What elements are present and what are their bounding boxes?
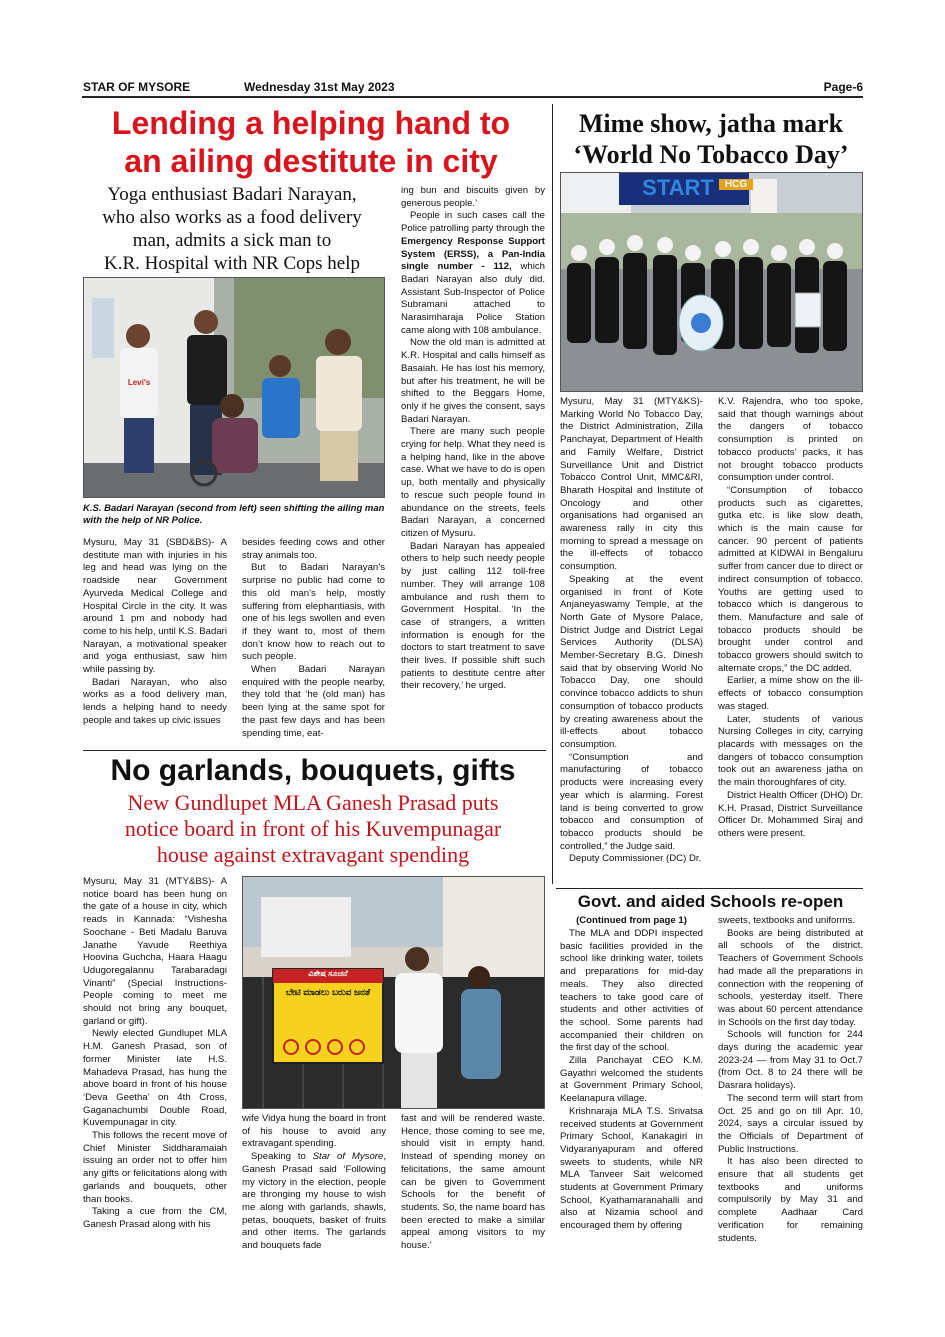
story2-headline-line2: ‘World No Tobacco Day’ bbox=[573, 140, 849, 169]
story1-deck-line2: who also works as a food delivery bbox=[102, 207, 362, 228]
story4-column1 bbox=[560, 928, 703, 1233]
story-divider-horizontal bbox=[83, 750, 546, 751]
story4-c2-p5: It has also been directed to ensure that all students get textbooks and uniforms compulsorily by May 31 and complete Aadhaar Card verification for remaining students. bbox=[718, 1156, 863, 1244]
story1-c3-p2b: Emergency Response Support System (ERSS), a Pan-India single number - 112, bbox=[401, 235, 545, 273]
story1-column3 bbox=[401, 185, 545, 693]
story2-column2 bbox=[718, 396, 863, 841]
story2-c2-p2: “Consumption of tobacco products such as cigarettes, gutka etc. is like slow death, which is the main cause for cancer. 90 percent of patients admitted at KIDWAI in Bengaluru suffer from cancer due to direct or indirect consumption of tobacco. Youths are getting used to tobacco which is dangerous to them. Manufacture and sale of tobacco products should be brought under control and tobacco growers should switch to alternate crops,” the DC added. bbox=[718, 484, 863, 674]
story1-deck-line4: K.R. Hospital with NR Cops help bbox=[104, 253, 360, 274]
story3-board-text: ಬೇಟಿ ಮಾಡಲು ಬರುವ ಜನತೆ bbox=[285, 987, 371, 997]
story1-deck-line3: man, admits a sick man to bbox=[132, 230, 332, 251]
story2-headline-line1: Mime show, jatha mark bbox=[578, 109, 844, 138]
story1-c3-p2a: People in such cases call the Police patrolling party through the bbox=[401, 210, 545, 235]
masthead-rule bbox=[82, 96, 863, 98]
story4-top-rule bbox=[556, 888, 863, 889]
story1-c3-p5: Badari Narayan has appealed others to help such needy people by just calling 112 toll-free number. They will arrange 108 ambulance and rush them to Government Hospital. ‘In the case of strangers, a written information is enough for the doctors to start treatment to save their lives. If possible shift such patients to destitute centre after their recovery,’ he urged. bbox=[401, 540, 545, 692]
story2-c2-p3: Earlier, a mime show on the ill-effects of tobacco consumption was staged. bbox=[718, 675, 863, 712]
story3-column1 bbox=[83, 876, 227, 1232]
story3-c3-p1: fast and will be rendered waste. Hence, those coming to see me, should visit in empty hand. Instead of spending money on felicitations, the same amount can be given to Government Schools for the benefit of students. So, the name board has been erected to make a similar appeal among visitors to my house.’ bbox=[401, 1113, 545, 1252]
story4-c2-p1: sweets, textbooks and uniforms. bbox=[718, 915, 856, 926]
story3-c1-p2: Newly elected Gundlupet MLA H.M. Ganesh Prasad, son of former Minister late H.S. Mahadeva Prasad, has hung the above board in front of his house ‘Deva Geetha’ on 4th Cross, Gaganachumbi Double Road, Kuvempunagar in city. bbox=[83, 1028, 227, 1129]
story1-c1-p1: Mysuru, May 31 (SBD&BS)- A destitute man with injuries in his leg and head was lying on the roadside near Government Ayurveda Medical College and Hospital Circle in the city. It was around 1 pm and nobody had come to his help, until K.S. Badari Narayan, a motivational speaker and yoga enthusiast, saw him while passing by. bbox=[83, 537, 227, 676]
story2-c2-p5: District Health Officer (DHO) Dr. K.H. Prasad, District Surveillance Officer Dr. Mohammed Siraj and others were present. bbox=[718, 789, 863, 839]
story3-deck-line1: New Gundlupet MLA Ganesh Prasad puts bbox=[127, 790, 499, 815]
masthead-date: Wednesday 31st May 2023 bbox=[244, 80, 395, 94]
story4-c1-p1: The MLA and DDPI inspected basic facilities provided in the school like drinking water, toilets and preparations for mid-day meals. They also directed teachers to take good care of students and other activities of the school. Some parents had accompanied their children on the first day of the school. bbox=[560, 928, 703, 1054]
story3-c2-p2 bbox=[242, 1151, 386, 1253]
story1-headline-line2: an ailing destitute in city bbox=[124, 143, 498, 179]
story3-c1-p4: Taking a cue from the CM, Ganesh Prasad along with his bbox=[83, 1206, 227, 1230]
story1-column2 bbox=[242, 537, 385, 740]
story3-c1-p3: This follows the recent move of Chief Minister Siddharamaiah issuing an order not to offer him any gifts or felicitations along with garlands and bouquets, other than books. bbox=[83, 1130, 227, 1205]
story4-c1-p2: Zilla Panchayat CEO K.M. Gayathri welcomed the students at Government Primary School, Keelanapura village. bbox=[560, 1055, 703, 1105]
story2-c2-p4: Later, students of various Nursing Colleges in city, carrying placards with messages on the dangers of tobacco consumption took out an awareness jatha on the main thoroughfares of city. bbox=[718, 713, 863, 789]
story2-photo-banner-logo: HCG bbox=[719, 179, 753, 190]
column-divider-vertical bbox=[552, 104, 553, 884]
story1-c2-p1: besides feeding cows and other stray animals too. bbox=[242, 537, 385, 561]
story2-c2-p1: K.V. Rajendra, who too spoke, said that though warnings about the dangers of tobacco consumption is printed on tobacco products’ packs, it has not brought tobacco products consumption under control. bbox=[718, 396, 863, 484]
story4-column2 bbox=[718, 915, 863, 1245]
story3-photo bbox=[242, 876, 545, 1109]
story2-photo-banner-start: START bbox=[642, 175, 714, 200]
story3-deck-line2: notice board in front of his Kuvempunagar bbox=[124, 816, 502, 841]
story3-c1-p1: Mysuru, May 31 (MTY&BS)- A notice board has been hung on the gate of a house in city, which reads in Kannada: “Vishesha Soochane - Beti Madalu Baruva Janathe Yavude Reethiya Hoovina Guchcha, Haara Haagu Udugoregalannu Tarabaradagi Vinanti” (Special Instructions-People coming to meet me should not bring any bouquet, garland or gift). bbox=[83, 876, 227, 1027]
story2-column1 bbox=[560, 396, 703, 866]
story4-c2-p2: Books are being distributed at all schools of the district. Teachers of Government Schools had made all the preparations in connection with the reopening of schools, yesterday itself. There was about 60 percent attendance in Schools on the first day today. bbox=[718, 927, 863, 1028]
story3-c2-p2a: Speaking to bbox=[251, 1151, 313, 1163]
story1-headline-line1: Lending a helping hand to bbox=[111, 105, 511, 141]
story3-c2-p1: wife Vidya hung the board in front of his house to avoid any extravagant spending. bbox=[242, 1113, 386, 1150]
story1-photo-shirt-text: Levi's bbox=[127, 378, 151, 387]
masthead-paper-name: STAR OF MYSORE bbox=[83, 80, 191, 94]
story3-c2-p2c: , Ganesh Prasad said ‘Following my victory in the election, people are thronging my house to wish me along with garlands, shawls, petas, bouquets, basket of fruits and other items. The garlands and bouquets fade bbox=[242, 1151, 386, 1252]
story3-column3 bbox=[401, 1113, 545, 1253]
story2-photo bbox=[560, 172, 863, 392]
story4-c2-p3: Schools will function for 244 days during the academic year 2023-24 — from May 31 to Oct.7 (from Oct. 8 to 24 there will be Dasrara holidays). bbox=[718, 1029, 863, 1092]
story3-deck-line3: house against extravagant spending bbox=[156, 842, 470, 867]
story4-headline: Govt. and aided Schools re-open bbox=[577, 892, 844, 911]
story1-column1 bbox=[83, 537, 227, 728]
story2-photo-illustration bbox=[561, 173, 863, 392]
story1-c3-p2 bbox=[401, 210, 545, 337]
story4-continued: (Continued from page 1) bbox=[576, 915, 687, 926]
story3-c2-p2b: Star of Mysore bbox=[312, 1151, 384, 1163]
story1-deck-line1: Yoga enthusiast Badari Narayan, bbox=[107, 184, 357, 205]
story3-headline: No garlands, bouquets, gifts bbox=[110, 754, 516, 787]
story4-c1-p3: Krishnaraja MLA T.S. Srivatsa received students at Government Primary School, Kanakagiri in Vidyaranyapuram and offered sweets to students, while NR MLA Tanveer Sait welcomed students at Government Primary School, Kyathamaranahalli and also at Nizamia school and encouraged them by offering bbox=[560, 1105, 703, 1232]
story3-board-title: ವಿಶೇಷ ಸೂಚನೆ bbox=[308, 969, 348, 978]
story1-c3-p2c: which Badari Narayan also duly did. Assistant Sub-Inspector of Police Subramani attached to Narasimharaja Police Station came along with 108 ambulance. bbox=[401, 261, 545, 336]
story1-c2-p2: But to Badari Narayan’s surprise no public had come to this old man’s help, mostly suffering from elephantiasis, with one of his legs swollen and even if they want to, most of them don’t know how to reach out to such people. bbox=[242, 562, 385, 663]
story1-c3-p1: ing bun and biscuits given by generous people.’ bbox=[401, 185, 545, 209]
story1-c3-p3: Now the old man is admitted at K.R. Hospital and calls himself as Basaiah. He has lost his memory, but after his treatment, he will be shifted to the Beggars Home, only if he gives the consent, says Badari Narayan. bbox=[401, 337, 545, 425]
story4-c2-p4: The second term will start from Oct. 25 and go on till Apr. 10, 2024, says a circular issued by the Officials of Department of Public Instructions. bbox=[718, 1092, 863, 1155]
story2-c1-p3: “Consumption and manufacturing of tobacco products were increasing every year which is alarming. Forest land is being converted to grow tobacco and consumption of tobacco products should be controlled,” the Judge said. bbox=[560, 751, 703, 852]
story1-c2-p3: When Badari Narayan enquired with the people nearby, they told that ‘he (old man) has been lying at the same spot for the past few days and has been spending time, eat- bbox=[242, 664, 385, 739]
story1-photo-caption: K.S. Badari Narayan (second from left) seen shifting the ailing man with the help of NR Police. bbox=[83, 503, 385, 526]
story1-photo-illustration bbox=[84, 278, 385, 498]
masthead-page-number: Page-6 bbox=[823, 80, 863, 94]
story2-c1-p4: Deputy Commissioner (DC) Dr. bbox=[569, 853, 702, 865]
story2-c1-p1: Mysuru, May 31 (MTY&KS)- Marking World No Tobacco Day, the District Administration, Zilla Panchayat, Department of Health and Family Welfare, District Surveillance Unit and District Tobacco Control Unit, MMC&RI, Bharath Hospital and Institute of Oncology and other organisations had organised an awareness rally in city this morning to spread a message on the ill-effects of tobacco consumption. bbox=[560, 396, 703, 573]
story1-c3-p4: There are many such people crying for help. What they need is a helping hand, like in the above case. What we have to do is open up, both mentally and physically to rescue such people found in abundance on the streets, feels Badari Narayan, a concerned citizen of Mysuru. bbox=[401, 426, 545, 539]
story3-column2 bbox=[242, 1113, 386, 1253]
story1-photo bbox=[83, 277, 385, 498]
story1-c1-p2: Badari Narayan, who also works as a food delivery man, lends a helping hand to needy people and takes up civic issues bbox=[83, 676, 227, 726]
story2-c1-p2: Speaking at the event organised in front of Kote Anjaneyaswamy Temple, at the North Gate of Mysore Palace, District Judge and District Legal Services Authority (DLSA) Member-Secretary B.G. Dinesh said that by observing World No Tobacco Day, one should convince tobacco addicts to shun consumption of tobacco products by creating awareness about the ill-effects about tobacco consumption. bbox=[560, 573, 703, 750]
